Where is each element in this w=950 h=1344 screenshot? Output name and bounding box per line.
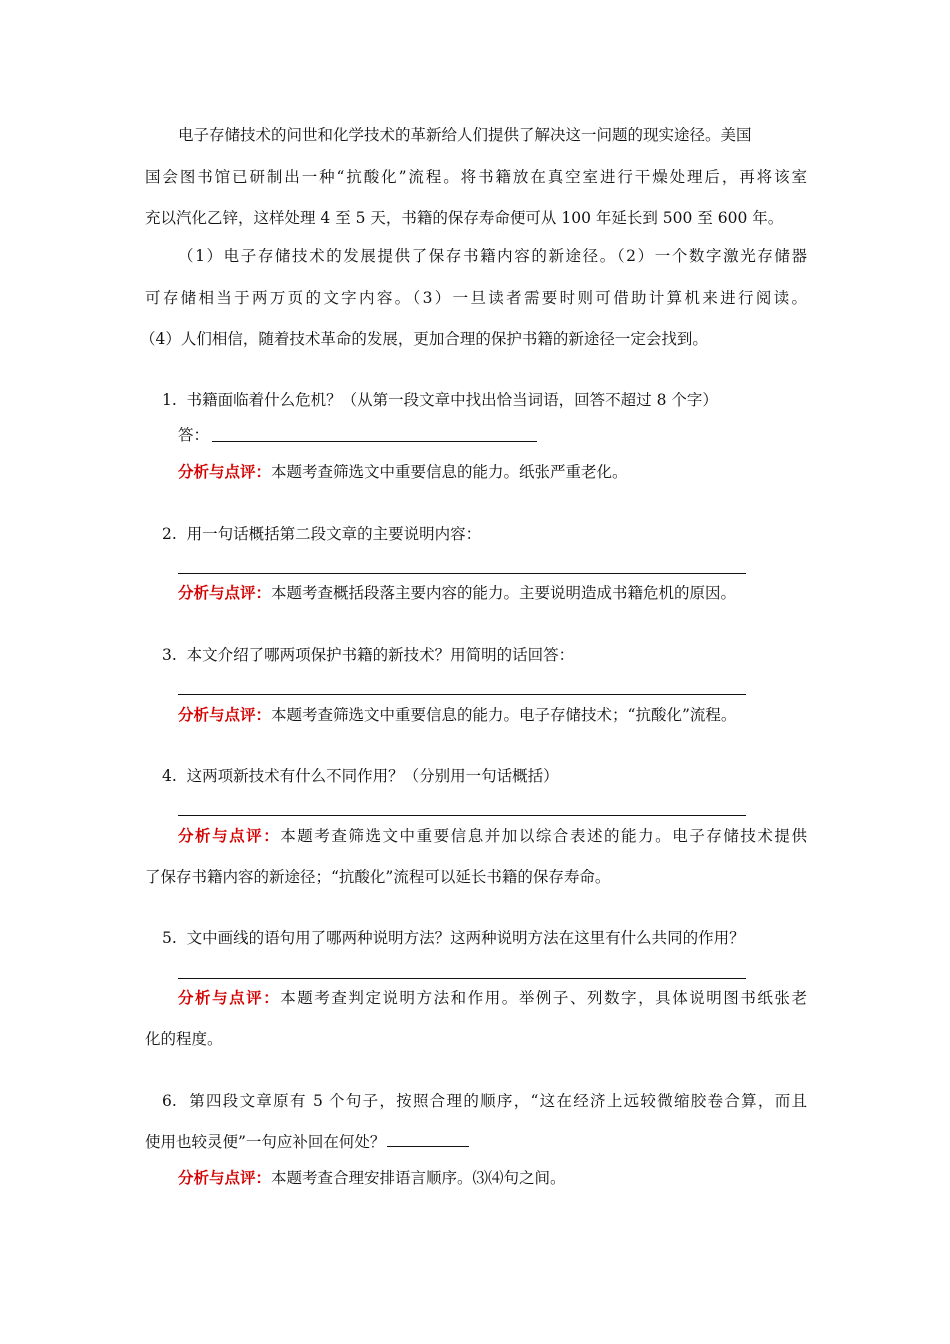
question-1-analysis-text: 本题考查筛选文中重要信息的能力。纸张严重老化。 [271,463,628,481]
question-4-answer-line[interactable] [178,815,746,816]
question-5-analysis-text-1: 本题考查判定说明方法和作用。举例子、列数字，具体说明图书纸张老 [280,989,807,1007]
question-3-analysis [178,705,736,725]
question-6-answer-blank[interactable] [387,1132,469,1147]
question-6-text-1: 第四段文章原有 5 个句子，按照合理的顺序，“这在经济上远较微缩胶卷合算，而且 [189,1092,807,1110]
question-4-number: 4. [162,767,177,785]
question-4-analysis-text-1: 本题考查筛选文中重要信息并加以综合表述的能力。电子存储技术提供 [280,827,807,845]
passage-para4-line3: （4）人们相信，随着技术革命的发展，更加合理的保护书籍的新途径一定会找到。 [140,330,708,348]
question-2 [162,524,481,544]
question-1-text: 书籍面临着什么危机？（从第一段文章中找出恰当词语，回答不超过 8 个字） [186,391,718,409]
question-5 [162,928,745,948]
question-2-answer-line[interactable] [178,573,746,574]
analysis-label: 分析与点评： [178,705,272,724]
question-4-analysis-line1 [178,826,807,846]
passage-para3-line2: 国会图书馆已研制出一种“抗酸化”流程。将书籍放在真空室进行干燥处理后，再将该室 [145,168,807,186]
question-5-answer-line[interactable] [178,978,746,979]
question-3-answer-line[interactable] [178,694,746,695]
question-4-analysis-line2: 了保存书籍内容的新途径；“抗酸化”流程可以延长书籍的保存寿命。 [145,868,611,886]
question-1 [162,390,718,410]
analysis-label: 分析与点评： [178,462,272,481]
question-5-analysis-line1 [178,988,807,1008]
analysis-label: 分析与点评： [178,826,281,845]
question-5-number: 5. [162,929,177,947]
question-3-analysis-text: 本题考查筛选文中重要信息的能力。电子存储技术；“抗酸化”流程。 [271,706,737,724]
question-1-answer-line[interactable] [212,441,537,442]
question-6-number: 6. [162,1092,177,1110]
question-6-text-2: 使用也较灵便”一句应补回在何处？ [145,1133,386,1151]
passage-para4-line2: 可存储相当于两万页的文字内容。（3）一旦读者需要时则可借助计算机来进行阅读。 [145,289,807,307]
question-6-analysis-text: 本题考查合理安排语言顺序。⑶⑷句之间。 [271,1169,566,1187]
analysis-label: 分析与点评： [178,1168,272,1187]
question-1-analysis [178,462,628,482]
question-5-text: 文中画线的语句用了哪两种说明方法？这两种说明方法在这里有什么共同的作用？ [186,929,745,947]
question-2-analysis [178,583,736,603]
passage-para4-line1: （1）电子存储技术的发展提供了保存书籍内容的新途径。（2）一个数字激光存储器 [178,247,807,265]
question-2-number: 2. [162,525,177,543]
question-6-line2 [145,1132,469,1152]
question-6-line1 [162,1091,807,1111]
question-1-number: 1. [162,391,177,409]
question-3-number: 3. [162,646,177,664]
analysis-label: 分析与点评： [178,988,281,1007]
passage-para3-line3: 充以汽化乙锌，这样处理 4 至 5 天，书籍的保存寿命便可从 100 年延长到 500 至 600 年。 [145,209,784,227]
analysis-label: 分析与点评： [178,583,272,602]
question-3 [162,645,574,665]
question-5-analysis-line2: 化的程度。 [145,1030,223,1048]
question-2-text: 用一句话概括第二段文章的主要说明内容： [186,525,482,543]
question-4-text: 这两项新技术有什么不同作用？（分别用一句话概括） [186,767,559,785]
question-6-analysis [178,1168,566,1188]
question-3-text: 本文介绍了哪两项保护书籍的新技术？用简明的话回答： [186,646,575,664]
passage-para3-line1: 电子存储技术的问世和化学技术的革新给人们提供了解决这一问题的现实途径。美国 [178,126,752,144]
question-4 [162,766,559,786]
question-1-answer-prefix: 答： [178,426,210,444]
question-2-analysis-text: 本题考查概括段落主要内容的能力。主要说明造成书籍危机的原因。 [271,584,737,602]
